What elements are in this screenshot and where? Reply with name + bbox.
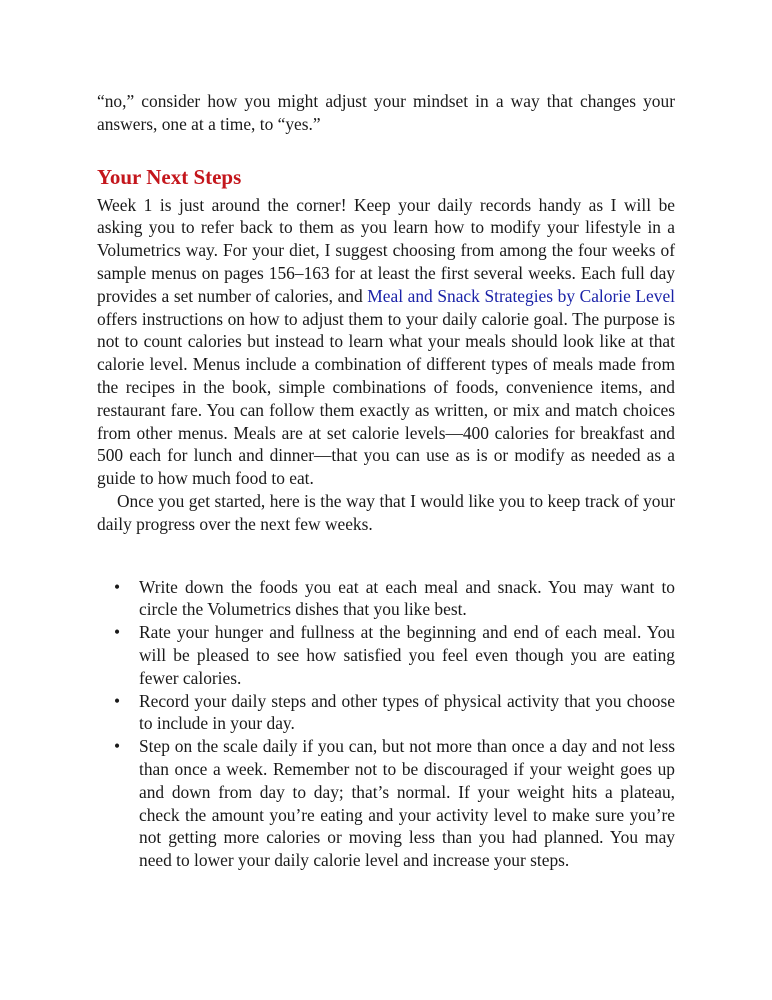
- list-item-text: Step on the scale daily if you can, but not more than once a day and not less than once a week. Remember not to be discouraged if your weight goes up and down from day to day; that’s normal. If your weight hits a plateau, check the amount you’re eating and your activity level to make sure you’re not getting more calories or moving less than you had planned. You may need to lower your daily calorie level and increase your steps.: [139, 736, 675, 871]
- list-item: [97, 735, 675, 872]
- document-page: [97, 90, 675, 872]
- bullet-marker: •: [114, 576, 121, 597]
- bullet-marker: •: [114, 736, 121, 757]
- list-item: [97, 690, 675, 736]
- list-item-text: Write down the foods you eat at each meal and snack. You may want to circle the Volumetrics dishes that you like best.: [139, 576, 675, 620]
- list-item: [97, 576, 675, 622]
- calorie-level-strategies-link[interactable]: Meal and Snack Strategies by Calorie Level: [367, 285, 675, 306]
- section-heading: Your Next Steps: [97, 164, 242, 189]
- bullet-marker: •: [114, 690, 121, 711]
- list-item: [97, 621, 675, 689]
- body-paragraph-1-text-start: Week 1 is just around the corner! Keep your daily records handy as I will be asking you to refer back to them as you learn how to modify your lifestyle in a Volumetrics way. For your diet, I suggest choosing from among the four weeks of sample menus on pages 156–163 for at least the first several weeks. Each full day provides a set number of calories, and: [97, 194, 675, 306]
- body-paragraph-1: [97, 194, 675, 490]
- bullet-marker: •: [114, 622, 121, 643]
- tracking-steps-list: [97, 576, 675, 872]
- list-item-text: Record your daily steps and other types of physical activity that you choose to include in your day.: [139, 690, 675, 734]
- intro-paragraph: “no,” consider how you might adjust your mindset in a way that changes your answers, one at a time, to “yes.”: [97, 91, 675, 134]
- list-item-text: Rate your hunger and fullness at the beginning and end of each meal. You will be pleased to see how satisfied you feel even though you are eating fewer calories.: [139, 622, 675, 688]
- body-paragraph-2: Once you get started, here is the way that I would like you to keep track of your daily progress over the next few weeks.: [97, 490, 675, 534]
- body-paragraph-1-text-end: offers instructions on how to adjust them to your daily calorie goal. The purpose is not to count calories but instead to learn what your meals should look like at that calorie level. Menus include a combination of different types of meals made from the recipes in the book, simple combinations of foods, convenience items, and restaurant fare. You can follow them exactly as written, or mix and match choices from other menus. Meals are at set calorie levels—400 calories for breakfast and 500 each for lunch and dinner—that you can use as is or modify as needed as a guide to how much food to eat.: [97, 308, 675, 489]
